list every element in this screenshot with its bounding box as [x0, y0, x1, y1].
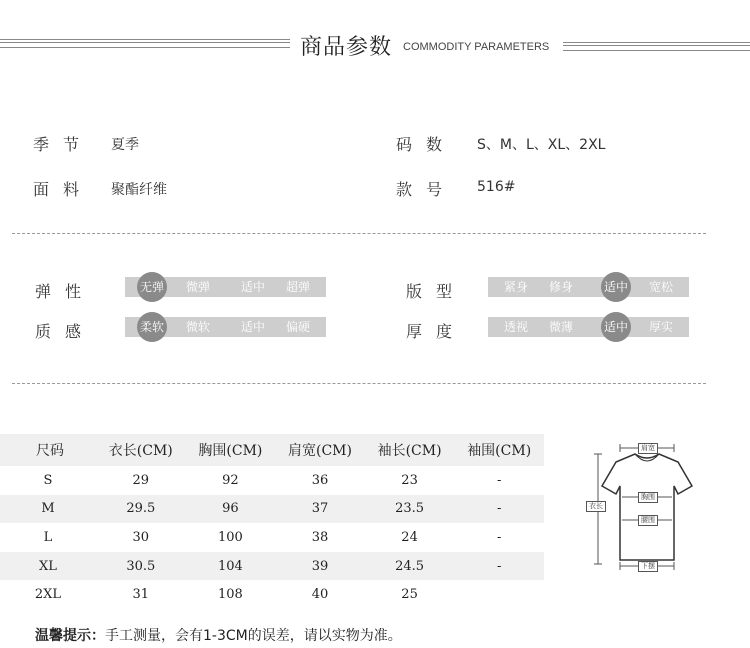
table-cell: 2XL [34, 587, 62, 603]
note-text: 手工测量，会有1-3CM的误差，请以实物为准。 [105, 628, 402, 644]
elasticity-option: 超弹 [285, 280, 310, 294]
elasticity-option: 适中 [240, 280, 265, 294]
table-header-row [0, 434, 544, 466]
thickness-scale [488, 317, 689, 337]
table-cell: 30.5 [96, 552, 186, 581]
table-cell: L [43, 529, 53, 545]
thickness-option: 微薄 [548, 320, 573, 334]
table-cell: - [496, 472, 502, 488]
header-lines-right [563, 42, 750, 51]
fabric-value: 聚酯纤维 [111, 182, 167, 198]
elasticity-option: 微弹 [185, 280, 210, 294]
thickness-option: 厚实 [648, 320, 673, 334]
table-cell: 36 [311, 472, 329, 488]
table-cell: - [454, 552, 544, 581]
table-cell: S [43, 472, 53, 488]
table-cell: 24.5 [365, 552, 455, 581]
fabric-label: 面料 [33, 180, 94, 199]
season-label: 季节 [33, 135, 94, 154]
thickness-selected: 适中 [601, 312, 631, 342]
table-cell: - [454, 495, 544, 524]
table-cell: 24 [401, 529, 418, 545]
divider-2 [12, 383, 706, 384]
table-cell: 29 [132, 472, 150, 488]
texture-option: 适中 [240, 320, 265, 334]
length-tag: 衣长 [586, 501, 606, 512]
table-row [0, 552, 544, 581]
tshirt-diagram [582, 440, 702, 575]
table-cell: 104 [186, 552, 276, 581]
table-header: 肩宽(CM) [275, 434, 365, 466]
header-lines-left [0, 39, 290, 48]
fit-scale [488, 277, 689, 297]
table-header: 袖围(CM) [454, 434, 544, 466]
texture-label: 质感 [35, 322, 96, 341]
fit-label: 版型 [406, 282, 467, 301]
divider-1 [12, 233, 706, 234]
table-cell: 25 [401, 587, 418, 603]
elasticity-label: 弹性 [35, 282, 96, 301]
table-cell: 23.5 [365, 495, 455, 524]
table-header: 袖长(CM) [365, 434, 455, 466]
fit-option: 宽松 [648, 280, 673, 294]
season-value: 夏季 [111, 137, 139, 153]
texture-selected: 柔软 [137, 312, 167, 342]
waist-tag: 腰围 [638, 515, 658, 526]
table-cell: 30 [132, 529, 150, 545]
table-cell: 31 [132, 587, 150, 603]
style-value: 516# [477, 179, 516, 195]
texture-option: 偏硬 [285, 320, 310, 334]
table-cell [454, 580, 544, 609]
table-cell: M [0, 495, 96, 524]
table-cell: 37 [275, 495, 365, 524]
fit-selected: 适中 [601, 272, 631, 302]
table-cell: 29.5 [96, 495, 186, 524]
table-cell: XL [0, 552, 96, 581]
size-label: 码数 [396, 135, 457, 154]
style-label: 款号 [396, 180, 457, 199]
measurement-note [35, 625, 402, 645]
table-cell: 92 [222, 472, 239, 488]
size-table [0, 434, 544, 609]
table-cell: - [496, 529, 502, 545]
section-subtitle: COMMODITY PARAMETERS [403, 41, 550, 53]
elasticity-scale [125, 277, 326, 297]
texture-scale [125, 317, 326, 337]
table-row [0, 495, 544, 524]
table-cell: 39 [275, 552, 365, 581]
table-header: 衣长(CM) [96, 434, 186, 466]
texture-option: 微软 [185, 320, 210, 334]
table-cell: 40 [311, 587, 329, 603]
table-row [0, 523, 544, 552]
table-header: 尺码 [0, 434, 96, 466]
table-row [0, 466, 544, 495]
thickness-option: 透视 [503, 320, 528, 334]
shoulder-tag: 肩宽 [638, 443, 658, 454]
table-cell: 96 [186, 495, 276, 524]
table-cell: 100 [217, 529, 243, 545]
table-row [0, 580, 544, 609]
thickness-label: 厚度 [406, 322, 467, 341]
elasticity-selected: 无弹 [137, 272, 167, 302]
chest-tag: 胸围 [638, 492, 658, 503]
note-label: 温馨提示： [35, 628, 105, 644]
table-cell: 38 [311, 529, 329, 545]
table-header: 胸围(CM) [186, 434, 276, 466]
table-cell: 23 [401, 472, 418, 488]
table-cell: 108 [217, 587, 243, 603]
fit-option: 紧身 [503, 280, 528, 294]
fit-option: 修身 [548, 280, 573, 294]
section-title: 商品参数 [300, 35, 393, 60]
hem-tag: 下摆 [638, 561, 658, 572]
size-value: S、M、L、XL、2XL [477, 137, 606, 153]
